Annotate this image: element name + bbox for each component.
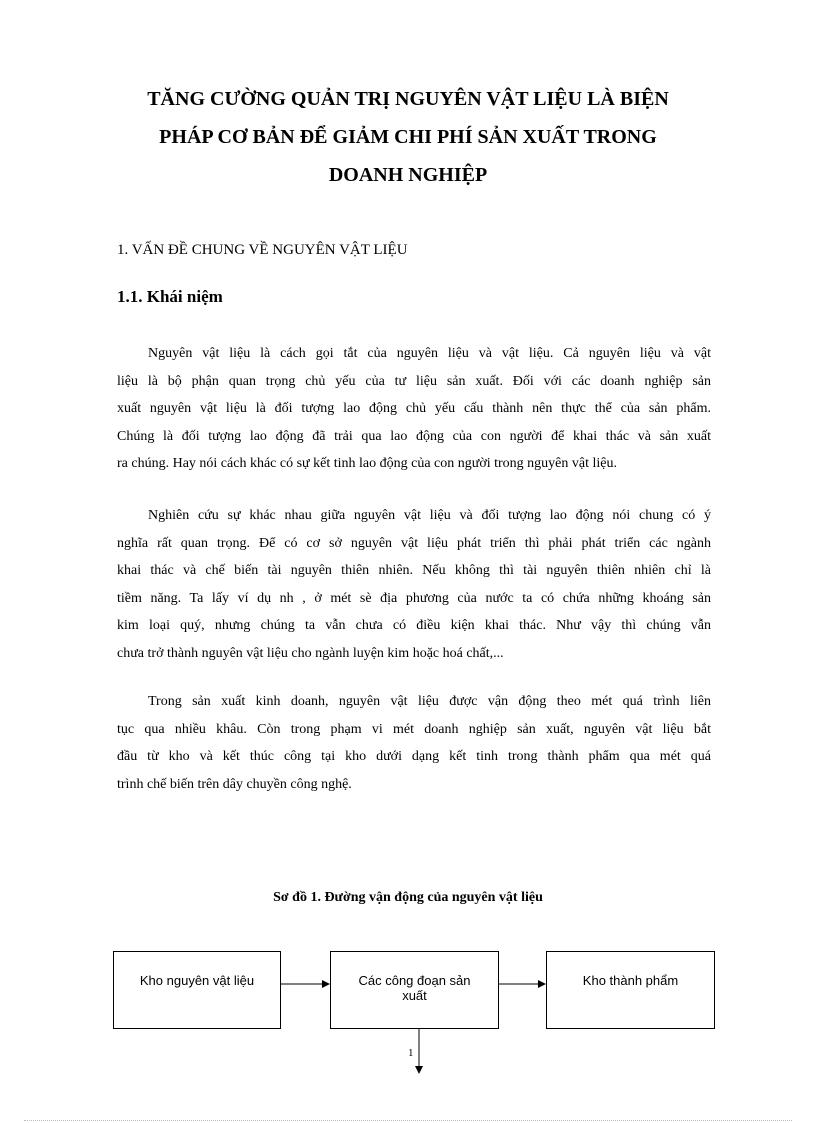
box-kho-thanh-pham: Kho thành phẩm xyxy=(546,951,715,1029)
paragraph-line: xuất nguyên vật liệu là đối tượng lao động chủ yếu cấu thành nên thực thể của sản phẩm. xyxy=(117,401,711,416)
paragraph-line: Chúng là đối tượng lao động đã trải qua lao động của con người để khai thác và sản xuất xyxy=(117,428,711,444)
paragraph-line: đầu từ kho và kết thúc công tại kho dưới dạng kết tinh trong thành phẩm qua mét quá xyxy=(117,749,711,764)
page-bottom-border xyxy=(24,1120,792,1121)
section-heading: 1. VẤN ĐỀ CHUNG VỀ NGUYÊN VẬT LIỆU xyxy=(117,242,408,258)
diagram-caption: Sơ đồ 1. Đường vận động của nguyên vật liệu xyxy=(273,890,543,905)
paragraph-line: tục qua nhiều khâu. Còn trong phạm vi mét doanh nghiệp sản xuất, nguyên vật liệu bắt xyxy=(117,721,711,737)
title-line-2: PHÁP CƠ BẢN ĐỂ GIẢM CHI PHÍ SẢN XUẤT TRONG xyxy=(159,126,657,148)
paragraph-line: ra chúng. Hay nói cách khác có sự kết tinh lao động của con người trong nguyên vật liệu. xyxy=(117,456,617,471)
paragraph-line: kim loại quý, nhưng chúng ta vẫn chưa có điều kiện khai thác. Như vậy thì chúng vẫn xyxy=(117,618,711,633)
paragraph-line: liệu là bộ phận quan trọng chủ yếu của tư liệu sản xuất. Đối với các doanh nghiệp sản xyxy=(117,373,711,389)
box-cac-cong-doan-san-xuat: Các công đoạn sản xuất xyxy=(330,951,499,1029)
subsection-heading: 1.1. Khái niệm xyxy=(117,287,223,306)
paragraph-line: tiềm năng. Ta lấy ví dụ nh , ở mét sè địa phương của nước ta có chứa những khoáng sản xyxy=(117,590,711,606)
flow-number: 1 xyxy=(408,1047,414,1059)
paragraph-line: trình chế biến trên dây chuyền công nghệ. xyxy=(117,776,352,792)
paragraph-line: Nguyên vật liệu là cách gọi tắt của nguyên liệu và vật liệu. Cả nguyên liệu và vật xyxy=(148,346,711,361)
title-line-1: TĂNG CƯỜNG QUẢN TRỊ NGUYÊN VẬT LIỆU LÀ BIỆN xyxy=(147,88,669,110)
paragraph-line: nghĩa rất quan trọng. Để có cơ sở nguyên vật liệu phát triển thì phải phát triển các ngành xyxy=(117,535,711,551)
paragraph-line: chưa trở thành nguyên vật liệu cho ngành luyện kim hoặc hoá chất,... xyxy=(117,645,504,661)
paragraph-line: khai thác và chế biến tài nguyên thiên nhiên. Nếu không thì tài nguyên thiên nhiên chỉ là xyxy=(117,563,711,578)
title-line-3: DOANH NGHIỆP xyxy=(328,164,488,186)
paragraph-line: Trong sản xuất kinh doanh, nguyên vật liệu được vận động theo mét quá trình liên xyxy=(148,694,711,709)
paragraph-line: Nghiên cứu sự khác nhau giữa nguyên vật liệu và đối tượng lao động nói chung có ý xyxy=(148,508,711,523)
box-kho-nguyen-vat-lieu: Kho nguyên vật liệu xyxy=(113,951,281,1029)
